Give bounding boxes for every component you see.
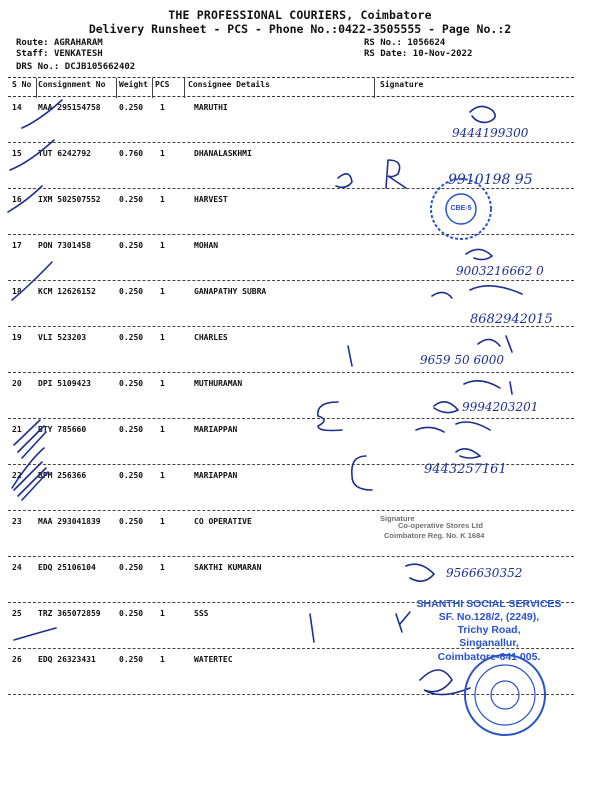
check-mark <box>12 262 52 300</box>
row-pcs: 1 <box>160 379 165 388</box>
handwritten-phone: 9444199300 <box>452 126 529 140</box>
row-weight: 0.250 <box>119 103 144 112</box>
signature-stroke <box>406 564 434 581</box>
coop-stamp-line: Signature <box>380 514 415 523</box>
row-sno: 26 <box>12 655 22 664</box>
staff-value: VENKATESH <box>53 49 103 59</box>
round-seal <box>460 650 550 740</box>
row-consignment-no: DPI 5109423 <box>38 379 91 388</box>
col-sno: S No <box>12 80 32 89</box>
row-consignee: MUTHURAMAN <box>194 379 243 388</box>
shanthi-stamp-line: Singanallur, <box>459 637 519 650</box>
row-consignee: HARVEST <box>194 195 228 204</box>
row-pcs: 1 <box>160 333 165 342</box>
row-pcs: 1 <box>160 149 165 158</box>
row-pcs: 1 <box>160 287 165 296</box>
check-mark <box>14 628 56 640</box>
row-sno: 21 <box>12 425 22 434</box>
row-consignee: MOHAN <box>194 241 219 250</box>
row-weight: 0.250 <box>119 563 144 572</box>
signature-stroke <box>336 174 352 188</box>
row-consignee: CHARLES <box>194 333 228 342</box>
row-sno: 20 <box>12 379 22 388</box>
row-consignee: MARIAPPAN <box>194 471 238 480</box>
col-pcs: PCS <box>155 80 170 89</box>
row-pcs: 1 <box>160 471 165 480</box>
row-sno: 18 <box>12 287 22 296</box>
shanthi-stamp-line: SHANTHI SOCIAL SERVICES <box>416 598 562 610</box>
row-pcs: 1 <box>160 195 165 204</box>
row-pcs: 1 <box>160 609 165 618</box>
row-weight: 0.250 <box>119 517 144 526</box>
row-consignment-no: EDQ 25106104 <box>38 563 96 572</box>
col-consignee: Consignee Details <box>188 80 270 89</box>
row-pcs: 1 <box>160 655 165 664</box>
row-consignment-no: BPM 256366 <box>38 471 87 480</box>
row-consignee: MARUTHI <box>194 103 228 112</box>
row-sno: 19 <box>12 333 22 342</box>
check-mark <box>22 100 62 128</box>
signature-stroke <box>432 286 522 298</box>
shanthi-stamp-line: Coimbatore-641 005. <box>437 650 541 663</box>
runsheet-title: Delivery Runsheet - PCS - Phone No.:0422-3505555 - Page No.:2 <box>88 22 512 36</box>
row-sno: 17 <box>12 241 22 250</box>
row-consignment-no: TUT 6242792 <box>38 149 91 158</box>
row-weight: 0.250 <box>119 379 144 388</box>
row-consignment-no: TRZ 365072859 <box>38 609 101 618</box>
row-consignee: DHANALASKHMI <box>194 149 252 158</box>
handwritten-phone: 9003216662 0 <box>456 264 544 278</box>
check-mark <box>14 420 46 458</box>
row-weight: 0.250 <box>119 333 144 342</box>
rs-no-label: RS No.: <box>364 38 408 48</box>
handwritten-phone: 8682942015 <box>470 312 553 327</box>
row-weight: 0.250 <box>119 195 144 204</box>
harvest-stamp-text: CBE-5 <box>450 205 472 212</box>
row-weight: 0.760 <box>119 149 144 158</box>
row-weight: 0.250 <box>119 425 144 434</box>
row-consignee: WATERTEC <box>194 655 233 664</box>
row-pcs: 1 <box>160 103 165 112</box>
check-mark <box>10 140 54 170</box>
row-sno: 16 <box>12 195 22 204</box>
row-sno: 25 <box>12 609 22 618</box>
signature-stroke <box>434 402 458 413</box>
route-value: AGRAHARAM <box>53 38 103 48</box>
col-signature: Signature <box>380 80 424 89</box>
row-sno: 15 <box>12 149 22 158</box>
row-consignee: MARIAPPAN <box>194 425 238 434</box>
col-weight: Weight <box>119 80 148 89</box>
signature-stroke <box>310 614 314 642</box>
rs-date-value: 10-Nov-2022 <box>412 49 473 59</box>
row-pcs: 1 <box>160 517 165 526</box>
company-title: THE PROFESSIONAL COURIERS, Coimbatore <box>168 8 432 22</box>
row-sno: 22 <box>12 471 22 480</box>
row-consignment-no: IXM 502507552 <box>38 195 101 204</box>
handwritten-phone: 9566630352 <box>446 566 523 580</box>
row-sno: 23 <box>12 517 22 526</box>
signature-stroke <box>470 106 495 122</box>
col-consignment: Consignment No <box>38 80 106 89</box>
row-sno: 24 <box>12 563 22 572</box>
row-weight: 0.250 <box>119 655 144 664</box>
signature-stroke <box>352 456 372 490</box>
rs-no-value: 1056624 <box>407 38 446 48</box>
row-consignee: GANAPATHY SUBRA <box>194 287 267 296</box>
check-mark <box>8 186 42 212</box>
handwritten-phone: 9659 50 6000 <box>420 353 504 367</box>
handwritten-phone: 9443257161 <box>424 462 507 477</box>
row-consignee: SSS <box>194 609 209 618</box>
row-pcs: 1 <box>160 563 165 572</box>
signature-stroke <box>386 160 406 188</box>
coop-stamp-line: Coimbatore Reg. No. K 1684 <box>384 531 485 540</box>
drs-label: DRS No.: <box>16 62 65 72</box>
row-consignment-no: MAA 295154758 <box>38 103 101 112</box>
drs-value: DCJB105662402 <box>64 62 136 72</box>
row-consignee: CO OPERATIVE <box>194 517 252 526</box>
row-consignment-no: KCM 12626152 <box>38 287 96 296</box>
signature-stroke <box>318 402 342 431</box>
shanthi-stamp-line: Trichy Road, <box>457 624 521 637</box>
row-consignee: SAKTHI KUMARAN <box>194 563 262 572</box>
signature-stroke <box>464 381 512 394</box>
row-consignment-no: BTY 785660 <box>38 425 87 434</box>
row-consignment-no: PON 7301458 <box>38 241 91 250</box>
row-consignment-no: EDQ 26323431 <box>38 655 96 664</box>
row-weight: 0.250 <box>119 241 144 250</box>
row-weight: 0.250 <box>119 287 144 296</box>
row-weight: 0.250 <box>119 609 144 618</box>
row-pcs: 1 <box>160 425 165 434</box>
handwritten-phone: 9994203201 <box>462 400 539 414</box>
coop-stamp-line: Co-operative Stores Ltd <box>398 521 484 530</box>
staff-label: Staff: <box>16 49 54 59</box>
signature-stroke <box>478 336 512 352</box>
handwritten-phone: 9910198 95 <box>448 172 533 188</box>
shanthi-stamp-line: SF. No.128/2, (2249), <box>438 611 540 624</box>
row-pcs: 1 <box>160 241 165 250</box>
rs-date-label: RS Date: <box>364 49 413 59</box>
signature-stroke <box>466 249 492 259</box>
route-label: Route: <box>16 38 54 48</box>
check-mark <box>14 462 48 500</box>
signature-stroke <box>348 346 352 366</box>
row-consignment-no: VLI 523203 <box>38 333 87 342</box>
row-weight: 0.250 <box>119 471 144 480</box>
row-sno: 14 <box>12 103 22 112</box>
signature-stroke <box>416 422 490 432</box>
signature-stroke <box>456 449 480 458</box>
row-consignment-no: MAA 293041839 <box>38 517 101 526</box>
